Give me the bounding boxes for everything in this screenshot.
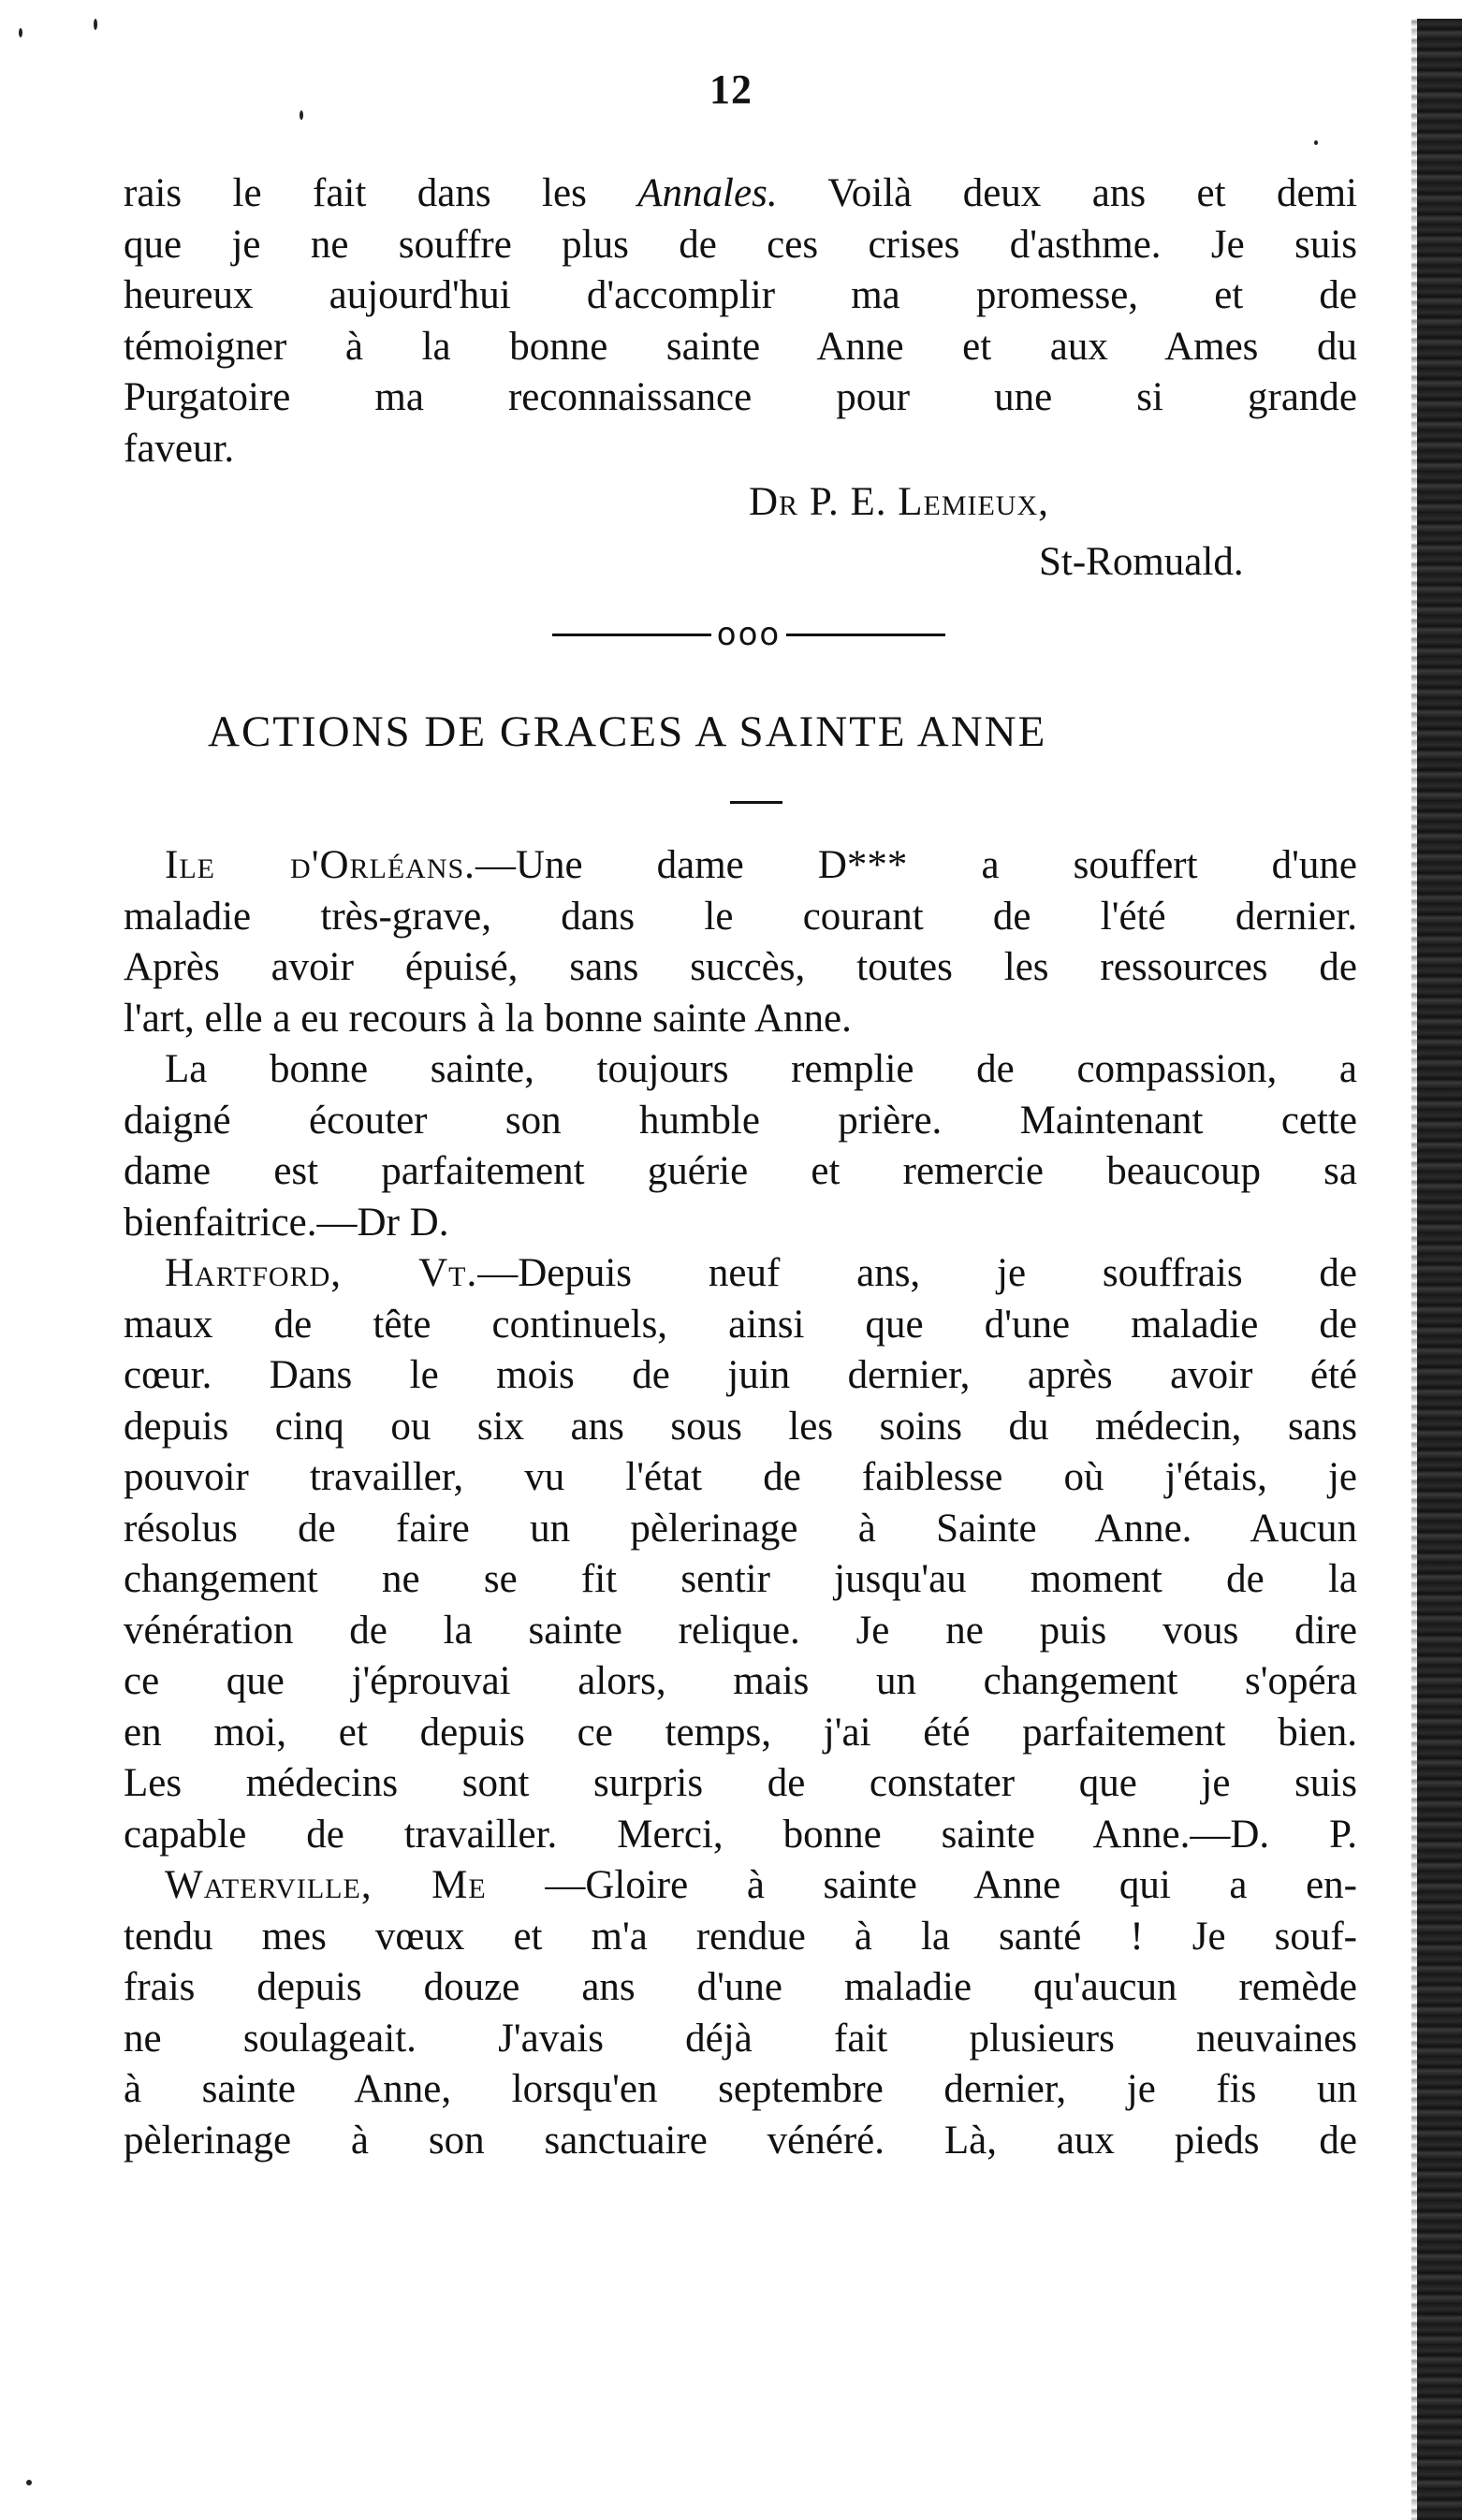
testimonies-block — [124, 840, 1357, 2166]
scan-speck — [1314, 140, 1318, 145]
scan-speck — [26, 2480, 32, 2485]
text-line: Waterville, Me —Gloire à sainte Anne qui a en- — [165, 1863, 1357, 1907]
text-line: bienfaitrice.—Dr D. — [124, 1200, 449, 1245]
text-line: témoigner à la bonne sainte Anne et aux Ames du — [124, 324, 1357, 369]
page-number: 12 — [709, 66, 753, 112]
text-line: à sainte Anne, lorsqu'en septembre dernier, je fis un — [124, 2067, 1357, 2111]
top-paragraph — [124, 168, 1357, 474]
testimony-place: Waterville, Me — [165, 1863, 487, 1907]
binding-edge-strip — [1417, 19, 1462, 2520]
text-line: tendu mes vœux et m'a rendue à la santé ! Je souf- — [124, 1914, 1357, 1959]
testimony-place: Ile d'Orléans. — [165, 843, 475, 887]
separator-mark: ooo — [716, 616, 782, 653]
text-line: l'art, elle a eu recours à la bonne sainte Anne. — [124, 996, 852, 1041]
text-line: que je ne souffre plus de ces crises d'asthme. Je suis — [124, 222, 1357, 267]
text-line: frais depuis douze ans d'une maladie qu'aucun remède — [124, 1965, 1357, 2009]
text-line: Les médecins sont surpris de constater que je suis — [124, 1761, 1357, 1805]
scan-speck — [19, 28, 22, 37]
testimony-place: Hartford, Vt. — [165, 1251, 478, 1295]
text-line: ne soulageait. J'avais déjà fait plusieurs neuvaines — [124, 2016, 1357, 2061]
section-heading: ACTIONS DE GRACES A SAINTE ANNE — [208, 707, 1047, 756]
text-line: ce que j'éprouvai alors, mais un changement s'opéra — [124, 1659, 1357, 1703]
text-line: faveur. — [124, 426, 235, 471]
text-line: pèlerinage à son sanctuaire vénéré. Là, aux pieds de — [124, 2118, 1357, 2163]
text-line: changement ne se fit sentir jusqu'au moment de la — [124, 1557, 1357, 1601]
text-line: depuis cinq ou six ans sous les soins du médecin, sans — [124, 1404, 1357, 1449]
heading-short-rule — [730, 801, 782, 804]
text-line: dame est parfaitement guérie et remercie beaucoup sa — [124, 1149, 1357, 1193]
scan-speck — [94, 19, 97, 30]
text-line: pouvoir travailler, vu l'état de faiblesse où j'étais, je — [124, 1455, 1357, 1499]
text-line: rais le fait dans les Annales. Voilà deux ans et demi — [124, 171, 1357, 215]
text-line: Après avoir épuisé, sans succès, toutes les ressources de — [124, 945, 1357, 989]
separator-rule-right — [786, 634, 945, 636]
book-title: Annales. — [637, 171, 778, 215]
text-line: Hartford, Vt.—Depuis neuf ans, je souffrais de — [165, 1251, 1357, 1295]
text-line: Purgatoire ma reconnaissance pour une si grande — [124, 375, 1357, 419]
text-line: en moi, et depuis ce temps, j'ai été parfaitement bien. — [124, 1710, 1357, 1755]
text-line: maux de tête continuels, ainsi que d'une maladie de — [124, 1302, 1357, 1347]
text-line: maladie très-grave, dans le courant de l'été dernier. — [124, 894, 1357, 939]
text-line: vénération de la sainte relique. Je ne puis vous dire — [124, 1608, 1357, 1653]
signature-name: Dr P. E. Lemieux, — [749, 480, 1049, 524]
signature-place: St-Romuald. — [1039, 540, 1244, 584]
text-line: daigné écouter son humble prière. Maintenant cette — [124, 1098, 1357, 1143]
text-line: résolus de faire un pèlerinage à Sainte Anne. Aucun — [124, 1506, 1357, 1551]
text-line: heureux aujourd'hui d'accomplir ma promesse, et de — [124, 273, 1357, 317]
separator-rule-left — [552, 634, 711, 636]
section-separator — [552, 616, 945, 653]
text-line: capable de travailler. Merci, bonne sainte Anne.—D. P. — [124, 1812, 1357, 1857]
text-line: Ile d'Orléans.—Une dame D*** a souffert d'une — [165, 843, 1357, 887]
text-line: La bonne sainte, toujours remplie de compassion, a — [165, 1047, 1357, 1091]
text-line: cœur. Dans le mois de juin dernier, après avoir été — [124, 1353, 1357, 1397]
